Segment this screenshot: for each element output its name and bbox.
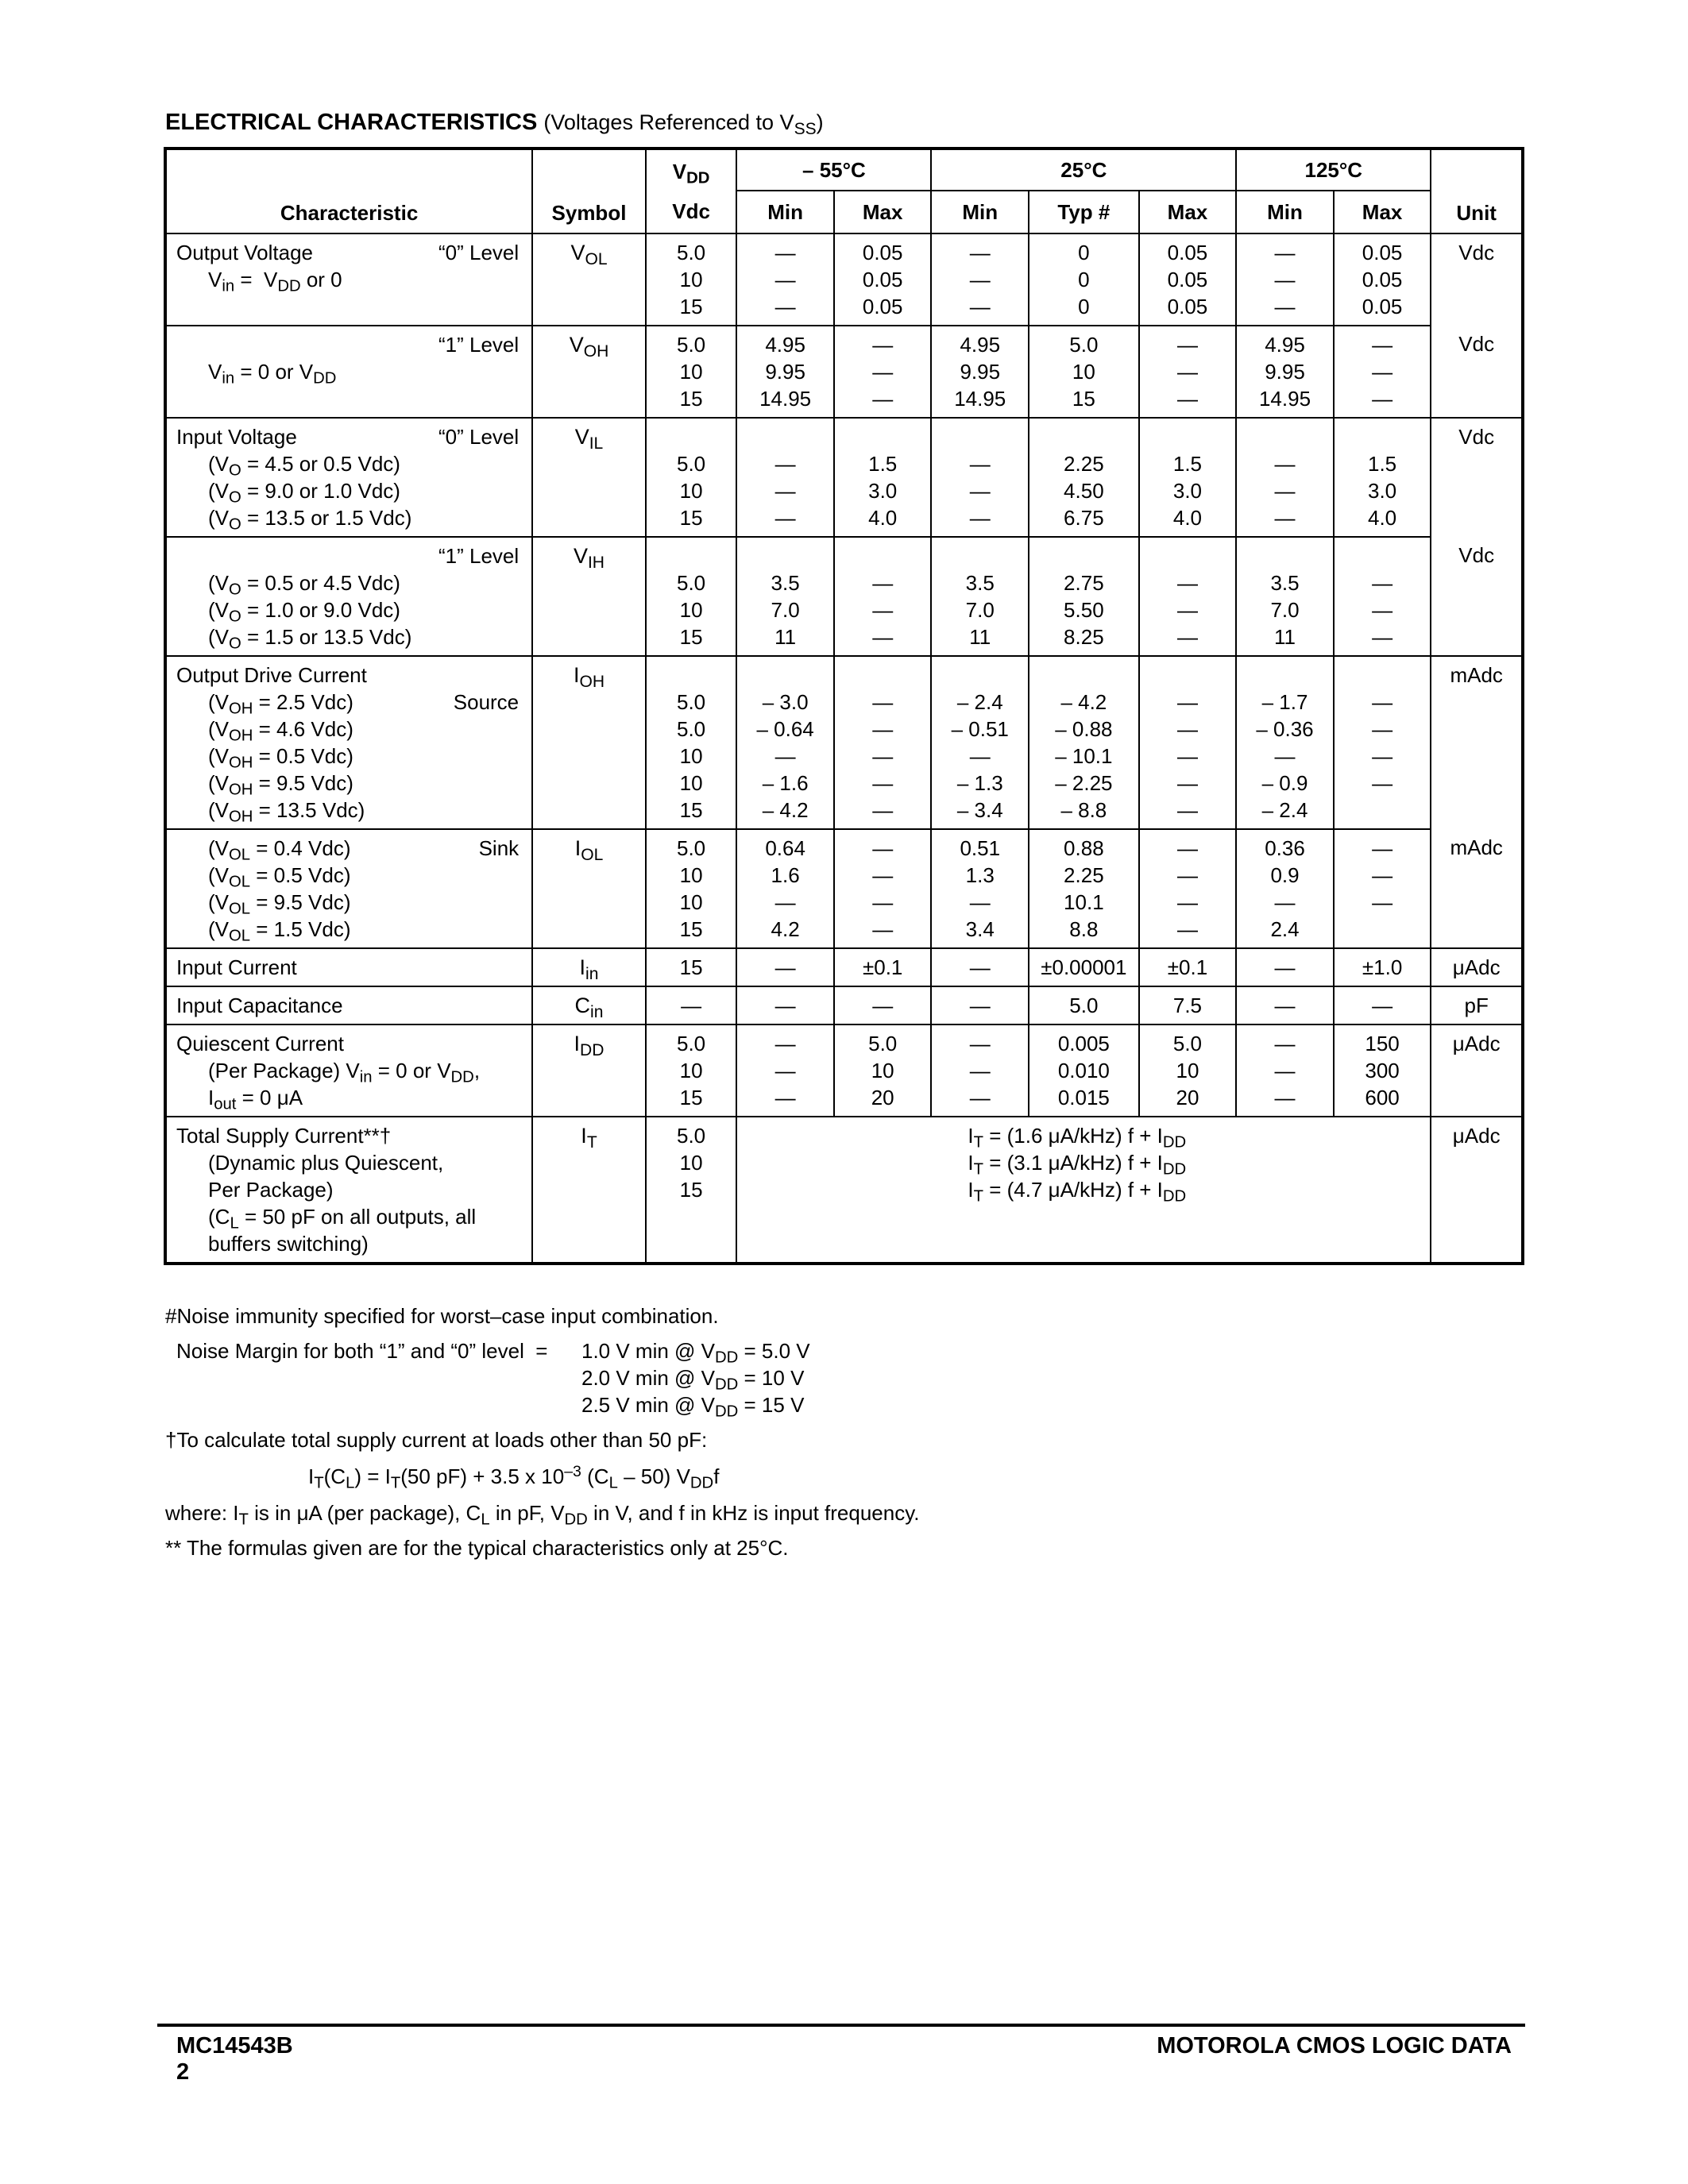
min-25c: 0.51 1.3 — 3.4	[931, 829, 1029, 948]
note-noise-immunity: #Noise immunity specified for worst–case input combination.	[165, 1304, 719, 1328]
characteristic-line	[167, 331, 531, 358]
header-max: Max	[834, 191, 932, 233]
min-25c: 4.95 9.95 14.95	[931, 326, 1029, 418]
characteristic-level: “1” Level	[438, 544, 520, 568]
max-55c: 0.05 0.05 0.05	[834, 233, 932, 326]
min-125c: — — —	[1236, 418, 1334, 537]
max-125c: — — —	[1334, 326, 1431, 418]
typ-25c: – 4.2 – 0.88 – 10.1 – 2.25 – 8.8	[1029, 656, 1139, 829]
max-125c: — — —	[1334, 537, 1431, 656]
min-55c: — — —	[736, 418, 834, 537]
max-55c: — — —	[834, 537, 932, 656]
header-temp-25: 25°C	[931, 149, 1236, 191]
note-noise-margin	[165, 1337, 920, 1367]
typ-25c: 5.0	[1029, 986, 1139, 1024]
characteristic-level: Sink	[478, 836, 520, 860]
max-125c: 0.05 0.05 0.05	[1334, 233, 1431, 326]
typ-25c: 2.25 4.50 6.75	[1029, 418, 1139, 537]
max-25c: 7.5	[1139, 986, 1237, 1024]
characteristic-cell	[165, 948, 532, 986]
min-125c: 0.36 0.9 — 2.4	[1236, 829, 1334, 948]
max-25c: — — — —	[1139, 829, 1237, 948]
max-125c: — — — —	[1334, 656, 1431, 829]
max-125c: 1.5 3.0 4.0	[1334, 418, 1431, 537]
supply-current-formula: $I_T = (3.1$ μA/kHz) $f + I_{DD}$	[968, 1151, 1187, 1179]
characteristic-line: ($V_O = 9.0$ or 1.0 Vdc)	[208, 479, 400, 507]
table-row	[165, 326, 1523, 418]
note-formula: $I_T(C_L) = I_T(50$ pF) + 3.5 x $10^{-3}$ $(C_L - 50)$ $V_{DD}f$	[308, 1463, 720, 1492]
min-55c: —	[736, 948, 834, 986]
footer-page-number: 2	[176, 2059, 190, 2085]
header-min: Min	[931, 191, 1029, 233]
unit-cell: μAdc	[1431, 1024, 1523, 1117]
vdd-value: 5.0 10 15	[646, 537, 737, 656]
header-typ: Typ #	[1029, 191, 1139, 233]
characteristic-line: ($V_O = 1.0$ or 9.0 Vdc)	[208, 598, 400, 626]
characteristic-line: Per Package)	[208, 1178, 334, 1202]
symbol-cell: $V_{IL}$	[532, 418, 646, 537]
characteristic-cell	[165, 418, 532, 537]
max-55c: ±0.1	[834, 948, 932, 986]
header-vdd: $V_{DD}$ Vdc	[646, 149, 737, 233]
typ-25c: 0.88 2.25 10.1 8.8	[1029, 829, 1139, 948]
characteristic-line: ($V_{OL} = 9.5$ Vdc)	[208, 890, 351, 918]
characteristic-line: ($V_O = 4.5$ or 0.5 Vdc)	[208, 452, 400, 480]
max-55c: — — — —	[834, 829, 932, 948]
typ-25c: 0 0 0	[1029, 233, 1139, 326]
table-row	[165, 986, 1523, 1024]
header-temp-m55: – 55°C	[736, 149, 931, 191]
max-55c: — — —	[834, 326, 932, 418]
characteristic-level: Source	[453, 690, 520, 714]
characteristic-line: Total Supply Current**†	[176, 1124, 392, 1148]
characteristic-line: Output Drive Current	[176, 663, 367, 687]
header-characteristic: Characteristic	[165, 149, 532, 233]
header-symbol: Symbol	[532, 149, 646, 233]
noise-margin-value: 1.0 V min @ $V_{DD} = 5.0$ V	[581, 1339, 810, 1367]
min-55c: – 3.0 – 0.64 — – 1.6 – 4.2	[736, 656, 834, 829]
supply-current-formula: $I_T = (4.7$ μA/kHz) $f + I_{DD}$	[968, 1178, 1187, 1206]
characteristic-line: ($V_{OH} = 13.5$ Vdc)	[208, 798, 365, 826]
table-row	[165, 656, 1523, 829]
min-25c: – 2.4 – 0.51 — – 1.3 – 3.4	[931, 656, 1029, 829]
characteristic-line: Input Current	[176, 955, 297, 979]
characteristic-line: ($V_O = 13.5$ or 1.5 Vdc)	[208, 506, 412, 534]
vdd-value: 5.0 10 15	[646, 1024, 737, 1117]
min-25c: —	[931, 986, 1029, 1024]
min-125c: – 1.7 – 0.36 — – 0.9 – 2.4	[1236, 656, 1334, 829]
vdd-value: 5.0 10 15	[646, 233, 737, 326]
characteristic-level: “0” Level	[438, 241, 520, 264]
typ-25c: 0.005 0.010 0.015	[1029, 1024, 1139, 1117]
characteristic-line: ($V_{OL} = 1.5$ Vdc)	[208, 917, 351, 945]
characteristic-line: Output Voltage “0” Level	[176, 241, 520, 264]
min-125c: — — —	[1236, 1024, 1334, 1117]
characteristic-cell	[165, 326, 532, 418]
footer-brand: MOTOROLA CMOS LOGIC DATA	[1157, 2033, 1512, 2059]
min-25c: — — —	[931, 418, 1029, 537]
min-125c: —	[1236, 948, 1334, 986]
header-min: Min	[1236, 191, 1334, 233]
unit-cell: μAdc	[1431, 948, 1523, 986]
formula-cell	[736, 1117, 1431, 1264]
max-25c: ±0.1	[1139, 948, 1237, 986]
max-25c: — — —	[1139, 537, 1237, 656]
noise-margin-value: 2.0 V min @ $V_{DD} = 10$ V	[581, 1366, 805, 1394]
min-55c: —	[736, 986, 834, 1024]
symbol-cell: $V_{IH}$	[532, 537, 646, 656]
supply-current-formula: $I_T = (1.6$ μA/kHz) $f + I_{DD}$	[968, 1124, 1187, 1152]
symbol-cell: $I_{OH}$	[532, 656, 646, 829]
symbol-cell: $V_{OL}$	[532, 233, 646, 326]
characteristic-line: ($V_{OH} = 0.5$ Vdc)	[208, 744, 353, 772]
symbol-cell: $V_{OH}$	[532, 326, 646, 418]
typ-25c: 2.75 5.50 8.25	[1029, 537, 1139, 656]
min-55c: 4.95 9.95 14.95	[736, 326, 834, 418]
min-125c: — — —	[1236, 233, 1334, 326]
max-125c: ±1.0	[1334, 948, 1431, 986]
characteristic-line: ($V_{OH} = 9.5$ Vdc)	[208, 771, 353, 799]
characteristic-cell	[165, 829, 532, 948]
unit-cell: mAdc	[1431, 656, 1523, 829]
typ-25c: 5.0 10 15	[1029, 326, 1139, 418]
table-row	[165, 233, 1523, 326]
vdd-value: 5.0 10 15	[646, 418, 737, 537]
max-25c: — — —	[1139, 326, 1237, 418]
table-notes	[165, 1302, 920, 1561]
characteristic-line	[167, 293, 531, 320]
min-55c: 3.5 7.0 11	[736, 537, 834, 656]
characteristic-cell	[165, 537, 532, 656]
min-55c: — — —	[736, 233, 834, 326]
characteristic-line: $I_{out} = 0$ μA	[208, 1086, 303, 1113]
max-25c: 0.05 0.05 0.05	[1139, 233, 1237, 326]
vdd-value: 5.0 10 10 15	[646, 829, 737, 948]
min-25c: — — —	[931, 233, 1029, 326]
symbol-cell: $I_{DD}$	[532, 1024, 646, 1117]
unit-cell: Vdc	[1431, 326, 1523, 418]
characteristic-line: ($V_{OH} = 4.6$ Vdc)	[208, 717, 353, 745]
symbol-cell: $C_{in}$	[532, 986, 646, 1024]
table-row	[165, 829, 1523, 948]
symbol-cell: $I_{OL}$	[532, 829, 646, 948]
min-125c: —	[1236, 986, 1334, 1024]
max-25c: — — — — —	[1139, 656, 1237, 829]
symbol-cell: $I_T$	[532, 1117, 646, 1264]
characteristic-line: ($V_{OL} = 0.5$ Vdc)	[208, 863, 351, 891]
characteristic-cell	[165, 233, 532, 326]
header-unit: Unit	[1431, 149, 1523, 233]
characteristic-line: Input Voltage “0” Level	[176, 425, 520, 449]
header-min: Min	[736, 191, 834, 233]
table-row	[165, 418, 1523, 537]
footer-part-number: MC14543B 2	[176, 2033, 293, 2085]
characteristic-line: ($C_L = 50$ pF on all outputs, all	[208, 1205, 477, 1233]
note-where: where: $I_T$ is in μA (per package), $C_L$ in pF, $V_{DD}$ in V, and f in kHz is input frequency.	[165, 1501, 920, 1529]
max-25c: 1.5 3.0 4.0	[1139, 418, 1237, 537]
characteristic-line: ($V_{OH} = 2.5$ Vdc) Source	[208, 690, 520, 718]
characteristic-cell	[165, 1024, 532, 1117]
vdd-value: —	[646, 986, 737, 1024]
table-row	[165, 948, 1523, 986]
note-calc: †To calculate total supply current at loads other than 50 pF:	[165, 1428, 708, 1452]
max-125c: 150 300 600	[1334, 1024, 1431, 1117]
characteristic-cell	[165, 1117, 532, 1264]
characteristic-line	[167, 385, 531, 412]
table-title: ELECTRICAL CHARACTERISTICS (Voltages Referenced to $V_{SS}$)	[165, 110, 824, 138]
table-title-subtitle: (Voltages Referenced to $V_{SS}$)	[543, 110, 824, 138]
characteristic-line: ($V_O = 1.5$ or 13.5 Vdc)	[208, 625, 412, 653]
max-25c: 5.0 10 20	[1139, 1024, 1237, 1117]
electrical-characteristics-table	[164, 147, 1524, 1265]
table-row	[165, 1117, 1523, 1264]
max-125c: — — —	[1334, 829, 1431, 948]
typ-25c: ±0.00001	[1029, 948, 1139, 986]
characteristic-line: Input Capacitance	[176, 994, 343, 1017]
header-temp-125: 125°C	[1236, 149, 1431, 191]
unit-cell: mAdc	[1431, 829, 1523, 948]
table-row	[165, 1024, 1523, 1117]
min-55c: 0.64 1.6 — 4.2	[736, 829, 834, 948]
characteristic-line: (Dynamic plus Quiescent,	[208, 1151, 444, 1175]
vdd-value: 5.0 5.0 10 10 15	[646, 656, 737, 829]
unit-cell: μAdc	[1431, 1117, 1523, 1264]
characteristic-cell	[165, 656, 532, 829]
vdd-value: 15	[646, 948, 737, 986]
min-125c: 4.95 9.95 14.95	[1236, 326, 1334, 418]
max-55c: 5.0 10 20	[834, 1024, 932, 1117]
min-125c: 3.5 7.0 11	[1236, 537, 1334, 656]
characteristic-level: “0” Level	[438, 425, 520, 449]
characteristic-line: $V_{in} = 0$ or $V_{DD}$	[208, 360, 337, 388]
header-max: Max	[1139, 191, 1237, 233]
symbol-cell: $I_{in}$	[532, 948, 646, 986]
max-55c: —	[834, 986, 932, 1024]
noise-margin-value: 2.5 V min @ $V_{DD} = 15$ V	[581, 1393, 805, 1421]
unit-cell: Vdc	[1431, 537, 1523, 656]
characteristic-line: ($V_{OL} = 0.4$ Vdc) Sink	[208, 836, 520, 864]
min-25c: —	[931, 948, 1029, 986]
noise-margin-label: Noise Margin for both “1” and “0” level =	[176, 1339, 548, 1363]
min-25c: 3.5 7.0 11	[931, 537, 1029, 656]
unit-cell: Vdc	[1431, 233, 1523, 326]
min-55c: — — —	[736, 1024, 834, 1117]
max-55c: — — — — —	[834, 656, 932, 829]
max-55c: 1.5 3.0 4.0	[834, 418, 932, 537]
unit-cell: pF	[1431, 986, 1523, 1024]
vdd-value: 5.0 10 15	[646, 1117, 737, 1264]
characteristic-cell	[165, 986, 532, 1024]
header-max: Max	[1334, 191, 1431, 233]
min-25c: — — —	[931, 1024, 1029, 1117]
max-125c: —	[1334, 986, 1431, 1024]
characteristic-line: (Per Package) $V_{in} = 0$ or $V_{DD}$,	[208, 1059, 481, 1086]
characteristic-level: “1” Level	[438, 333, 520, 357]
characteristic-line: $V_{in} = V_{DD}$ or 0	[208, 268, 342, 295]
unit-cell: Vdc	[1431, 418, 1523, 537]
characteristic-line: Quiescent Current	[176, 1032, 344, 1055]
footer-rule	[157, 2024, 1525, 2027]
vdd-value: 5.0 10 15	[646, 326, 737, 418]
note-typical: ** The formulas given are for the typical characteristics only at 25°C.	[165, 1536, 789, 1560]
characteristic-line	[167, 542, 531, 569]
characteristic-line: buffers switching)	[208, 1232, 369, 1256]
characteristic-line: ($V_O = 0.5$ or 4.5 Vdc)	[208, 571, 400, 599]
table-row	[165, 537, 1523, 656]
